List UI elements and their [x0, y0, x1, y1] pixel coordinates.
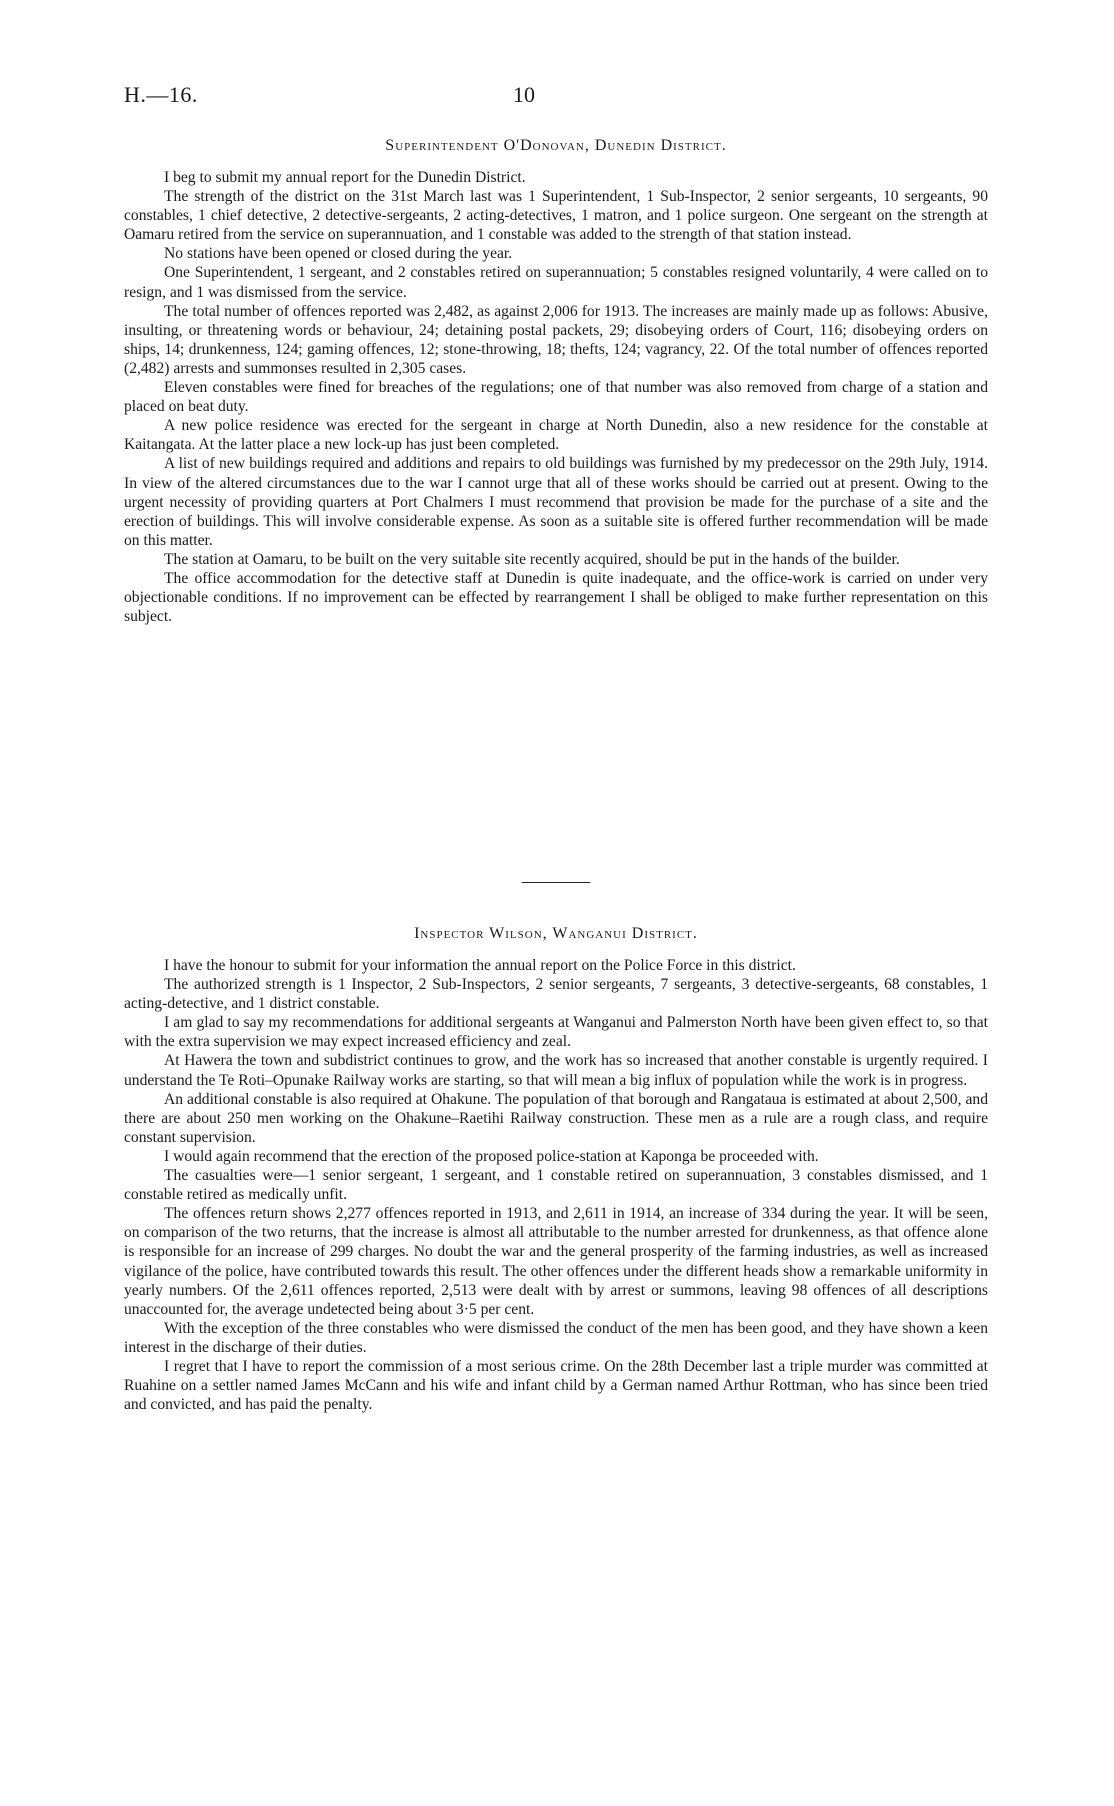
paragraph: At Hawera the town and subdistrict continues to grow, and the work has so increased that another constable is urgently required. I understand the Te Roti–Opunake Railway works are starting, so that will mean a big influx of population while the work is in progress. — [124, 1052, 988, 1089]
paragraph: The casualties were—1 senior sergeant, 1 sergeant, and 1 constable retired on superannuation, 3 constables dismissed, and 1 constable retired as medically unfit. — [124, 1167, 988, 1204]
paragraph: A new police residence was erected for the sergeant in charge at North Dunedin, also a new residence for the constable at Kaitangata. At the latter place a new lock-up has just been completed. — [124, 417, 988, 454]
paragraph: The station at Oamaru, to be built on the very suitable site recently acquired, should be put in the hands of the builder. — [164, 550, 900, 568]
paragraph: An additional constable is also required at Ohakune. The population of that borough and Rangataua is estimated at about 2,500, and there are about 250 men working on the Ohakune–Raetihi Railway construction. These men as a rule are a rough class, and require constant supervision. — [124, 1090, 988, 1146]
paragraph: With the exception of the three constables who were dismissed the conduct of the men has been good, and they have shown a keen interest in the discharge of their duties. — [124, 1319, 988, 1356]
paragraph: A list of new buildings required and additions and repairs to old buildings was furnished by my predecessor on the 29th July, 1914. In view of the altered circumstances due to the war I cannot urge that all of these works should be carried out at present. Owing to the urgent necessity of providing quarters at Port Chalmers I must recommend that provision be made for the purchase of a site and the erection of buildings. This will involve considerable expense. As soon as a suitable site is offered further recommendation will be made on this matter. — [124, 455, 988, 549]
page-number: 10 — [513, 82, 535, 107]
report-wanganui-district — [124, 924, 988, 1414]
paragraph: I would again recommend that the erection of the proposed police-station at Kaponga be proceeded with. — [164, 1147, 819, 1165]
document-reference: H.—16. — [124, 82, 198, 107]
paragraph: I am glad to say my recommendations for additional sergeants at Wanganui and Palmerston North have been given effect to, so that with the extra supervision we may expect increased efficiency and zeal. — [124, 1014, 988, 1051]
paragraph: I have the honour to submit for your information the annual report on the Police Force in this district. — [164, 957, 796, 974]
paragraph: The offences return shows 2,277 offences reported in 1913, and 2,611 in 1914, an increase of 334 during the year. It will be seen, on comparison of the two returns, that the increase is almost all attributable to the number arrested for drunkenness, as that offence alone is responsible for an increase of 299 charges. No doubt the war and the general prosperity of the farming industries, as well as increased vigilance of the police, have contributed towards this result. The other offences under the different heads show a remarkable uniformity in yearly numbers. Of the 2,611 offences reported, 2,513 were dealt with by arrest or summons, leaving 98 offences of all descriptions unaccounted for, the average undetected being about 3·5 per cent. — [124, 1205, 988, 1318]
paragraph: The total number of offences reported was 2,482, as against 2,006 for 1913. The increases are mainly made up as follows: Abusive, insulting, or threatening words or behaviour, 24; detaining postal packets, 29; disobeying orders of Court, 116; disobeying orders on ships, 14; drunkenness, 124; gaming offences, 12; stone-throwing, 18; thefts, 124; vagrancy, 22. Of the total number of offences reported (2,482) arrests and summonses resulted in 2,305 cases. — [124, 302, 988, 377]
paragraph: One Superintendent, 1 sergeant, and 2 constables retired on superannuation; 5 constables resigned voluntarily, 4 were called on to resign, and 1 was dismissed from the service. — [124, 264, 988, 301]
paragraph: The authorized strength is 1 Inspector, 2 Sub-Inspectors, 2 senior sergeants, 7 sergeants, 3 detective-sergeants, 68 constables, 1 acting-detective, and 1 district constable. — [124, 976, 988, 1013]
paragraph: I regret that I have to report the commission of a most serious crime. On the 28th December last a triple murder was committed at Ruahine on a settler named James McCann and his wife and infant child by a German named Arthur Rottman, who has since been tried and convicted, and has paid the penalty. — [124, 1357, 988, 1414]
paragraph: Eleven constables were fined for breaches of the regulations; one of that number was also removed from charge of a station and placed on beat duty. — [124, 379, 988, 416]
paragraph: The office accommodation for the detective staff at Dunedin is quite inadequate, and the office-work is carried on under very objectionable conditions. If no improvement can be effected by rearrangement I shall be obliged to make further representation on this subject. — [124, 569, 988, 626]
section-divider — [522, 882, 590, 883]
section-heading: Inspector Wilson, Wanganui District. — [414, 925, 698, 942]
paragraph: I beg to submit my annual report for the Dunedin District. — [164, 169, 526, 186]
page-header — [124, 82, 988, 112]
paragraph: The strength of the district on the 31st March last was 1 Superintendent, 1 Sub-Inspector, 2 senior sergeants, 10 sergeants, 90 constables, 1 chief detective, 2 detective-sergeants, 2 acting-detectives, 1 matron, and 1 police surgeon. One sergeant on the strength at Oamaru retired from the service on superannuation, and 1 constable was added to the strength of that station instead. — [124, 188, 988, 244]
section-heading: Superintendent O'Donovan, Dunedin District. — [385, 137, 727, 154]
report-dunedin-district — [124, 136, 988, 626]
paragraph: No stations have been opened or closed during the year. — [164, 245, 513, 263]
